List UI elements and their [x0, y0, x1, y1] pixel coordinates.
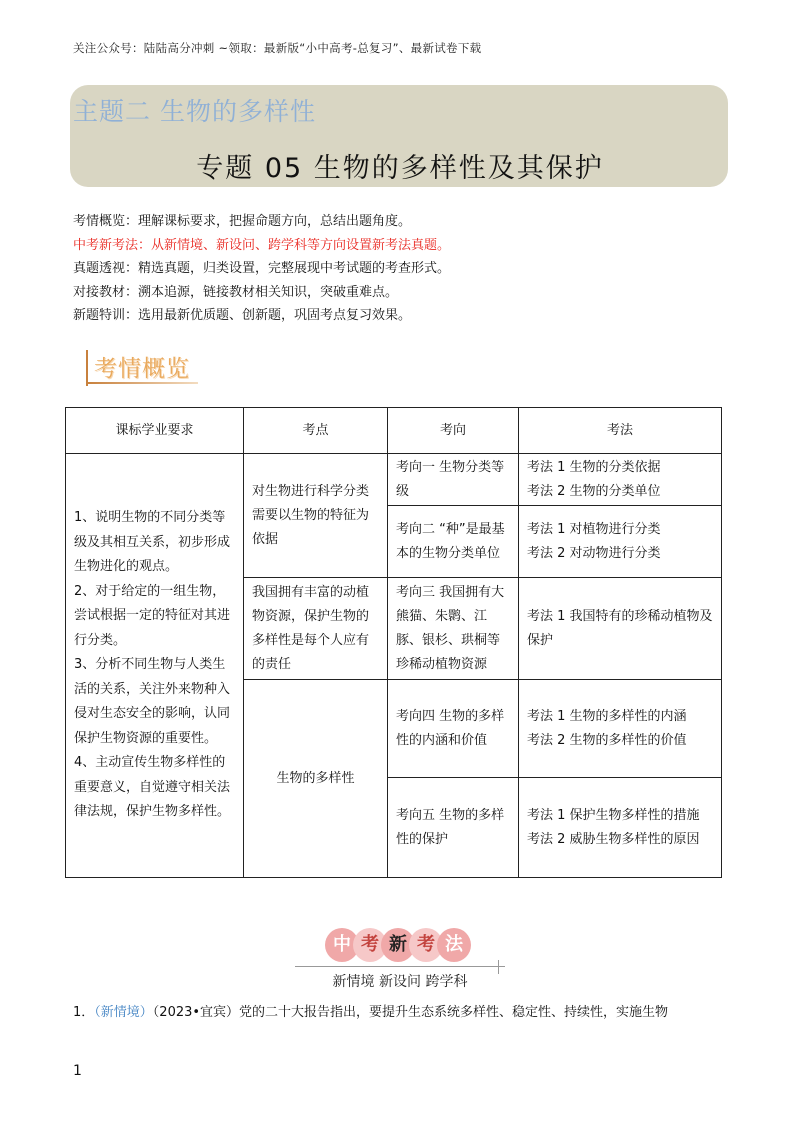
kaoxiang-cell: 考向五 生物的多样性的保护 — [388, 778, 519, 878]
special-title: 专题 05 生物的多样性及其保护 — [196, 153, 604, 184]
section-heading — [80, 346, 210, 386]
requirement-cell: 1、说明生物的不同分类等级及其相互关系，初步形成生物进化的观点。 2、对于给定的一组生物，尝试根据一定的特征对其进行分类。 3、分析不同生物与人类生活的关系，关注外来物种入侵对生态安全的影响，认同保护生物资源的重要性。 4、主动宣传生物多样性的重要意义，自觉遵守相关法律法规，保护生物多样性。 — [66, 454, 244, 878]
table-header: 课标学业要求 — [66, 408, 244, 454]
kaofa-cell: 考法 1 生物的多样性的内涵 考法 2 生物的多样性的价值 — [519, 680, 722, 778]
new-method-badge — [325, 928, 475, 964]
kaodian-cell: 对生物进行科学分类需要以生物的特征为依据 — [244, 454, 388, 578]
badge-char: 考 — [409, 928, 443, 962]
intro-block — [73, 210, 450, 328]
header-note: 关注公众号：陆陆高分冲刺 ~领取：最新版“小中高考-总复习”、最新试卷下载 — [73, 41, 482, 55]
question-tag: （新情境） — [94, 1005, 153, 1020]
badge-subtitle: 新情境 新设问 跨学科 — [332, 974, 468, 990]
section-title: 考情概览 — [94, 356, 190, 382]
badge-char: 法 — [437, 928, 471, 962]
badge-char: 中 — [325, 928, 359, 962]
kaofa-cell: 考法 1 对植物进行分类 考法 2 对动物进行分类 — [519, 506, 722, 578]
intro-line: 真题透视：精选真题，归类设置，完整展现中考试题的考查形式。 — [73, 261, 451, 276]
heading-bar — [86, 350, 88, 386]
kaofa-cell: 考法 1 保护生物多样性的措施 考法 2 威胁生物多样性的原因 — [519, 778, 722, 878]
question-text: （2023•宜宾）党的二十大报告指出，要提升生态系统多样性、稳定性、持续性，实施生物 — [152, 1005, 669, 1020]
overview-table — [65, 407, 722, 878]
intro-line-highlight: 中考新考法：从新情境、新设问、跨学科等方向设置新考法真题。 — [73, 237, 451, 253]
table-header: 考点 — [244, 408, 388, 454]
table-header-row — [66, 408, 722, 454]
table-header: 考向 — [388, 408, 519, 454]
kaoxiang-cell: 考向二 “种”是最基本的生物分类单位 — [388, 506, 519, 578]
intro-line: 新题特训：选用最新优质题、创新题，巩固考点复习效果。 — [73, 308, 412, 323]
kaofa-cell: 考法 1 生物的分类依据 考法 2 生物的分类单位 — [519, 454, 722, 506]
table-header: 考法 — [519, 408, 722, 454]
badge-divider — [295, 966, 505, 967]
kaodian-cell: 我国拥有丰富的动植物资源，保护生物的多样性是每个人应有的责任 — [244, 578, 388, 680]
kaoxiang-cell: 考向一 生物分类等级 — [388, 454, 519, 506]
badge-char: 考 — [353, 928, 387, 962]
question-1 — [73, 1001, 668, 1020]
intro-line: 考情概览：理解课标要求，把握命题方向，总结出题角度。 — [73, 214, 412, 229]
kaofa-cell: 考法 1 我国特有的珍稀动植物及保护 — [519, 578, 722, 680]
badge-char: 新 — [381, 928, 415, 962]
kaoxiang-cell: 考向三 我国拥有大熊猫、朱鹮、江豚、银杉、珙桐等珍稀动植物资源 — [388, 578, 519, 680]
question-number: 1． — [73, 1005, 95, 1020]
kaoxiang-cell: 考向四 生物的多样性的内涵和价值 — [388, 680, 519, 778]
theme-title: 主题二 生物的多样性 — [73, 97, 316, 126]
intro-line: 对接教材：溯本追源，链接教材相关知识，突破重难点。 — [73, 284, 399, 300]
table-row — [66, 454, 722, 506]
page-number: 1 — [73, 1063, 82, 1079]
kaodian-cell: 生物的多样性 — [244, 680, 388, 878]
